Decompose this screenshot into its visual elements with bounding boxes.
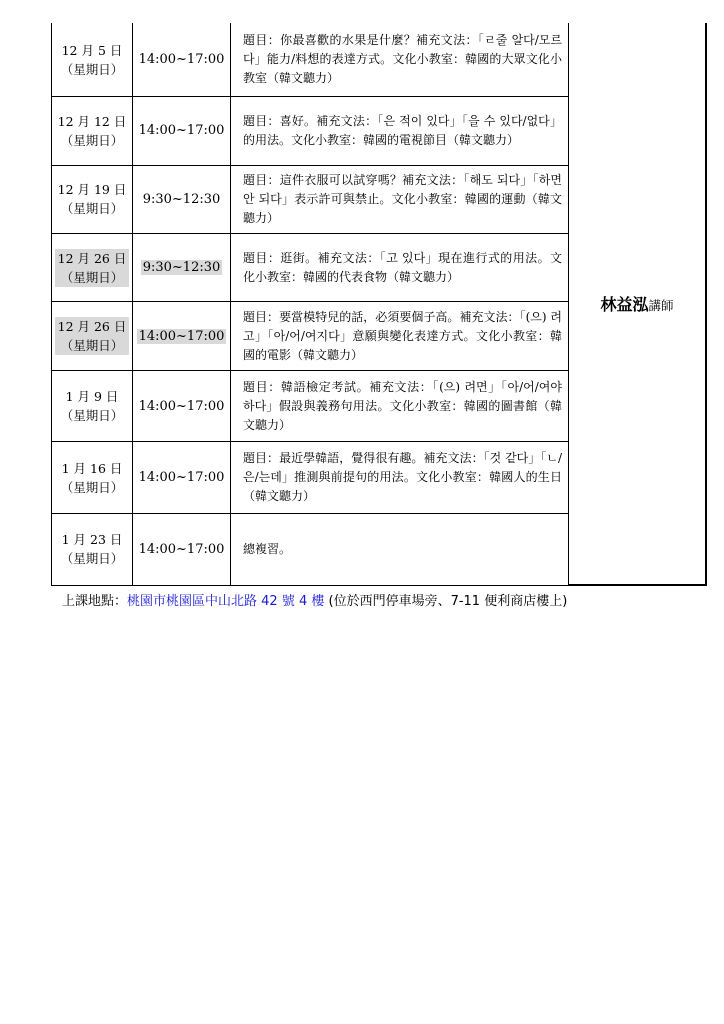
session-weekday: （星期日）	[55, 336, 129, 355]
session-date: 12 月 12 日	[57, 113, 127, 129]
session-time-cell	[133, 23, 231, 97]
session-date-cell	[52, 302, 133, 370]
session-date: 12 月 5 日	[61, 42, 123, 58]
session-date: 12 月 19 日	[57, 182, 127, 198]
session-weekday: （星期日）	[60, 408, 124, 424]
session-time-cell	[133, 97, 231, 165]
session-topic: 題目：你最喜歡的水果是什麼？補充文法：「ㄹ줄 알다/모르다」能力/料想的表達方式。文化小教室：韓國的大眾文化小教室（韓文聽力）	[231, 23, 569, 97]
session-time: 14:00~17:00	[138, 470, 225, 486]
session-topic: 題目：逛街。補充文法：「고 있다」現在進行式的用法。文化小教室：韓國的代表食物（韓文聽力）	[231, 233, 569, 301]
schedule-table	[51, 23, 707, 586]
session-topic: 題目：要當模特兒的話，必須要個子高。補充文法：「(으) 려고」「아/어/여지다」意願與變化表達方式。文化小教室：韓國的電影（韓文聽力）	[231, 302, 569, 370]
session-topic: 題目：韓語檢定考試。補充文法：「(으) 려면」「아/어/여야 하다」假設與義務句用法。文化小教室：韓國的圖書館（韓文聽力）	[231, 370, 569, 442]
session-weekday: （星期日）	[60, 479, 124, 495]
session-time: 9:30~12:30	[142, 191, 221, 207]
session-topic: 題目：最近學韓語，覺得很有趣。補充文法：「것 같다」「ㄴ/은/는데」推測與前提句的用法。文化小教室：韓國人的生日（韓文聽力）	[231, 442, 569, 514]
session-time: 14:00~17:00	[138, 52, 225, 68]
session-date: 12 月 26 日	[55, 249, 129, 268]
session-date: 1 月 9 日	[65, 389, 119, 405]
session-weekday: （星期日）	[55, 268, 129, 287]
session-date-cell	[52, 23, 133, 97]
session-time: 14:00~17:00	[138, 398, 225, 414]
session-weekday: （星期日）	[60, 132, 124, 148]
session-time-cell	[133, 165, 231, 233]
session-topic: 題目：這件衣服可以試穿嗎？補充文法：「해도 되다」「하면 안 되다」表示許可與禁止。文化小教室：韓國的運動（韓文聽力）	[231, 165, 569, 233]
session-date-cell	[52, 370, 133, 442]
session-topic: 題目：喜好。補充文法：「은 적이 있다」「을 수 있다/없다」的用法。文化小教室：韓國的電視節目（韓文聽力）	[231, 97, 569, 165]
location-address: 桃園市桃園區中山北路 42 號 4 樓	[127, 594, 325, 609]
session-time: 14:00~17:00	[138, 123, 225, 139]
session-weekday: （星期日）	[60, 201, 124, 217]
session-time: 14:00~17:00	[138, 541, 225, 557]
teacher-name: 林益泓	[600, 295, 649, 314]
session-time: 9:30~12:30	[142, 260, 221, 276]
session-time-cell	[133, 370, 231, 442]
location-note: (位於西門停車場旁、7-11 便利商店樓上)	[324, 594, 568, 609]
session-date: 12 月 26 日	[55, 317, 129, 336]
session-date: 1 月 23 日	[61, 532, 123, 548]
session-time: 14:00~17:00	[138, 328, 225, 344]
session-date: 1 月 16 日	[61, 460, 123, 476]
session-time-cell	[133, 233, 231, 301]
teacher-title: 講師	[648, 298, 674, 313]
session-topic: 總複習。	[231, 513, 569, 585]
session-date-cell	[52, 165, 133, 233]
session-weekday: （星期日）	[60, 551, 124, 567]
session-date-cell	[52, 442, 133, 514]
session-weekday: （星期日）	[60, 61, 124, 77]
teacher-cell	[569, 23, 707, 585]
session-time-cell	[133, 302, 231, 370]
class-location	[62, 590, 567, 609]
schedule-row	[52, 23, 707, 97]
location-label: 上課地點：	[62, 594, 128, 609]
session-date-cell	[52, 233, 133, 301]
session-time-cell	[133, 442, 231, 514]
session-time-cell	[133, 513, 231, 585]
session-date-cell	[52, 97, 133, 165]
session-date-cell	[52, 513, 133, 585]
